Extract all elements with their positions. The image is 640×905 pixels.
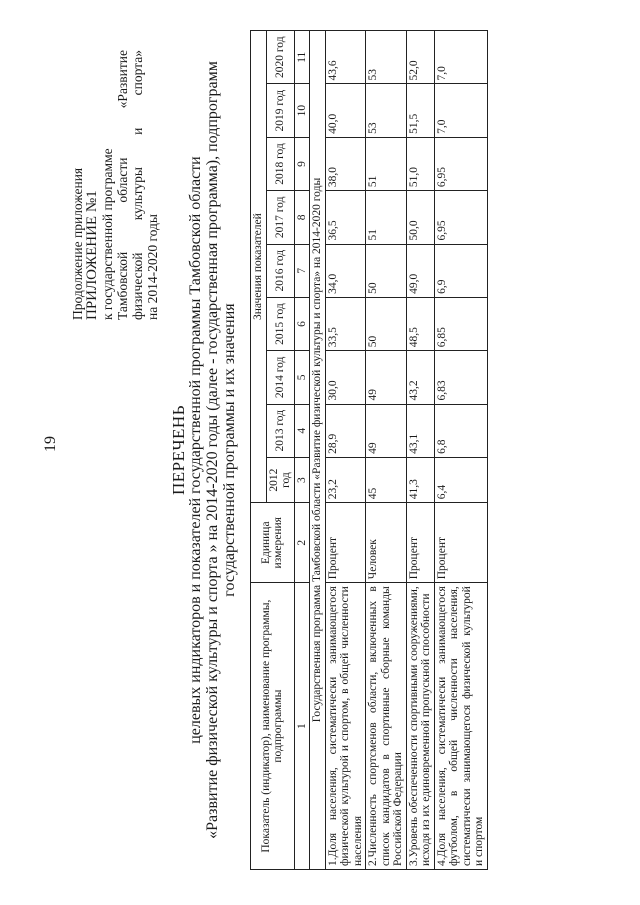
table-row (406, 31, 434, 870)
title-line: «Развитие физической культуры и спорта » на 2014-2020 годы (далее - государственная программа), подпрограмм (204, 61, 221, 839)
column-number: 3 (294, 457, 310, 502)
value-cell: 6,85 (434, 297, 487, 350)
document-title (170, 40, 238, 860)
appendix-word: спорта» (130, 50, 145, 96)
rotated-page-content (20, 30, 620, 880)
appendix-word: культуры (130, 167, 145, 221)
appendix-note (70, 50, 160, 320)
column-number: 2 (294, 503, 310, 583)
unit-cell: Процент (434, 503, 487, 583)
title-main: ПЕРЕЧЕНЬ (169, 405, 188, 495)
column-number: 7 (294, 244, 310, 297)
header-year: 2012 год (266, 457, 294, 502)
appendix-line-5 (130, 50, 145, 320)
indicator-name: 4.Доля населения, систематически занимающегося футболом, в общей численности населения, систематически занимающегося физической культурой и спортом (434, 583, 487, 870)
column-number: 5 (294, 351, 310, 404)
header-year: 2014 год (266, 351, 294, 404)
header-indicator: Показатель (индикатор), наименование программы, подпрограммы (251, 583, 295, 870)
value-cell: 53 (366, 84, 407, 137)
indicators-table (250, 30, 488, 870)
value-cell: 50,0 (406, 191, 434, 244)
value-cell: 45 (366, 457, 407, 502)
value-cell: 30,0 (325, 351, 366, 404)
table-row (434, 31, 487, 870)
value-cell: 52,0 (406, 31, 434, 84)
value-cell: 50 (366, 244, 407, 297)
indicator-name: 2.Численность спортсменов области, включенных в список кандидатов в спортивные сборные команды Российской Федерации (366, 583, 407, 870)
header-year: 2019 год (266, 84, 294, 137)
column-number: 8 (294, 191, 310, 244)
header-year: 2020 год (266, 31, 294, 84)
appendix-years: на 2014-2020 годы (145, 214, 160, 320)
value-cell: 49 (366, 404, 407, 457)
value-cell: 40,0 (325, 84, 366, 137)
unit-cell: Процент (325, 503, 366, 583)
appendix-number: ПРИЛОЖЕНИЕ №1 (84, 190, 100, 320)
header-year: 2018 год (266, 137, 294, 190)
value-cell: 50 (366, 297, 407, 350)
table-row (366, 31, 407, 870)
value-cell: 7,0 (434, 84, 487, 137)
header-year: 2017 год (266, 191, 294, 244)
appendix-program-ref: к государственной программе (100, 148, 115, 320)
value-cell: 36,5 (325, 191, 366, 244)
value-cell: 6,4 (434, 457, 487, 502)
indicator-name: 3.Уровень обеспеченности спортивными сооружениями, исходя из их единовременной пропускной способности (406, 583, 434, 870)
value-cell: 6,95 (434, 191, 487, 244)
value-cell: 49 (366, 351, 407, 404)
column-number: 1 (294, 583, 310, 870)
value-cell: 41,3 (406, 457, 434, 502)
title-line: государственной программы и их значения (221, 303, 238, 597)
appendix-continuation: Продолжение приложения (70, 167, 85, 320)
value-cell: 33,5 (325, 297, 366, 350)
header-values: Значения показателей (251, 31, 267, 503)
value-cell: 53 (366, 31, 407, 84)
appendix-word: и (130, 127, 145, 135)
value-cell: 43,2 (406, 351, 434, 404)
value-cell: 7,0 (434, 31, 487, 84)
unit-cell: Человек (366, 503, 407, 583)
section-row: Государственная программа Тамбовской области «Развитие физической культуры и спорта» на 2014-2020 годы (310, 31, 326, 870)
column-number: 10 (294, 84, 310, 137)
value-cell: 43,6 (325, 31, 366, 84)
value-cell: 6,83 (434, 351, 487, 404)
unit-cell: Процент (406, 503, 434, 583)
column-number: 4 (294, 404, 310, 457)
appendix-word: физической (130, 252, 145, 320)
value-cell: 49,0 (406, 244, 434, 297)
column-number: 11 (294, 31, 310, 84)
column-number: 6 (294, 297, 310, 350)
value-cell: 51 (366, 191, 407, 244)
appendix-word: области (115, 157, 130, 203)
column-number: 9 (294, 137, 310, 190)
value-cell: 23,2 (325, 457, 366, 502)
value-cell: 6,8 (434, 404, 487, 457)
value-cell: 51,5 (406, 84, 434, 137)
value-cell: 43,1 (406, 404, 434, 457)
value-cell: 34,0 (325, 244, 366, 297)
appendix-word: Тамбовской (115, 251, 130, 320)
table-row (325, 31, 366, 870)
title-line: целевых индикаторов и показателей государственной программы Тамбовской области (187, 156, 204, 744)
value-cell: 48,5 (406, 297, 434, 350)
page-number: 19 (42, 436, 59, 452)
header-year: 2016 год (266, 244, 294, 297)
value-cell: 6,95 (434, 137, 487, 190)
appendix-line-4 (115, 50, 130, 320)
header-unit: Единица измерения (251, 503, 295, 583)
header-year: 2015 год (266, 297, 294, 350)
value-cell: 51,0 (406, 137, 434, 190)
header-year: 2013 год (266, 404, 294, 457)
value-cell: 28,9 (325, 404, 366, 457)
appendix-word: «Развитие (115, 50, 130, 109)
value-cell: 6,9 (434, 244, 487, 297)
value-cell: 51 (366, 137, 407, 190)
indicator-name: 1.Доля населения, систематически занимающегося физической культурой и спортом, в общей численности населения (325, 583, 366, 870)
value-cell: 38,0 (325, 137, 366, 190)
